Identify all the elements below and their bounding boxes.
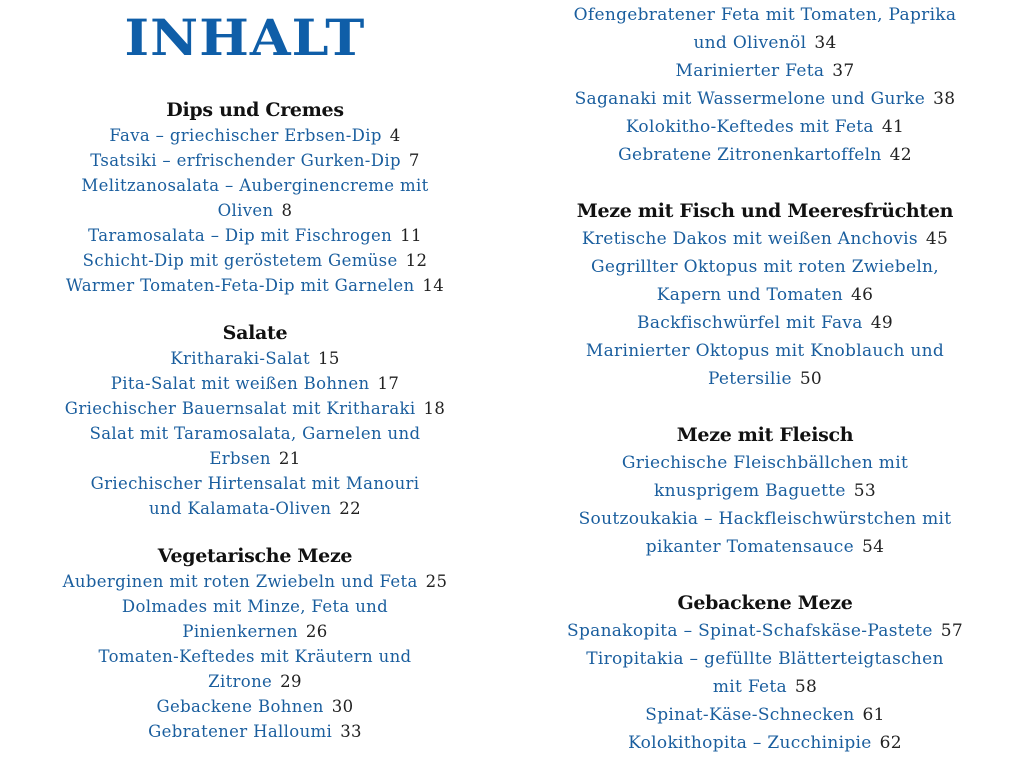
entry-title: Marinierter Oktopus mit Knoblauch und (585, 341, 945, 361)
entry-title: Gebratener Halloumi (148, 722, 333, 741)
entry-title: Kritharaki-Salat (170, 349, 310, 368)
toc-entry-line (530, 673, 1000, 701)
page-number: 14 (422, 276, 445, 295)
toc-entry[interactable] (530, 337, 1000, 393)
entry-title: Salat mit Taramosalata, Garnelen und (89, 424, 421, 443)
toc-entry-line (20, 594, 490, 619)
toc-entry-line (20, 569, 490, 594)
entry-title: Oliven (217, 201, 274, 220)
entry-title: Spinat-Käse-Schnecken (645, 705, 855, 725)
toc-entry[interactable] (20, 148, 490, 173)
entry-title: Melitzanosalata – Auberginencreme mit (81, 176, 429, 195)
page-number: 21 (278, 449, 301, 468)
entry-title: Gebratene Zitronenkartoffeln (618, 145, 882, 165)
toc-entry-line (530, 57, 1000, 85)
page-number: 46 (850, 285, 874, 305)
toc-left-column (20, 0, 490, 744)
toc-entry[interactable] (530, 225, 1000, 253)
toc-entry[interactable] (20, 371, 490, 396)
toc-entry[interactable] (530, 449, 1000, 505)
page-number: 41 (881, 117, 905, 137)
toc-entry[interactable] (530, 141, 1000, 169)
entry-title: Gebackene Bohnen (156, 697, 324, 716)
entry-title: Fava – griechischer Erbsen-Dip (109, 126, 382, 145)
toc-entry-line (20, 346, 490, 371)
section-heading: Gebackene Meze (677, 592, 853, 614)
toc-entry[interactable] (530, 85, 1000, 113)
toc-entry[interactable] (530, 701, 1000, 729)
toc-entry-line (20, 396, 490, 421)
toc-entry-line (20, 273, 490, 298)
toc-entry[interactable] (530, 505, 1000, 561)
page-number: 49 (870, 313, 893, 333)
page-number: 11 (400, 226, 422, 245)
toc-entry-line (530, 1, 1000, 29)
page-number: 61 (862, 705, 885, 725)
toc-entry-line (530, 645, 1000, 673)
entry-title: Kretische Dakos mit weißen Anchovis (581, 229, 918, 249)
page-number: 8 (281, 201, 293, 220)
page-number: 54 (861, 537, 885, 557)
toc-entry-line (530, 477, 1000, 505)
toc-entry-line (530, 701, 1000, 729)
entry-title: Tiropitakia – gefüllte Blätterteigtaschen (586, 649, 944, 669)
toc-entry[interactable] (530, 617, 1000, 645)
toc-entry[interactable] (20, 421, 490, 471)
toc-entry-line (20, 198, 490, 223)
entry-title: Taramosalata – Dip mit Fischrogen (88, 226, 393, 245)
page-number: 18 (423, 399, 446, 418)
toc-entry-line (20, 173, 490, 198)
page-number: 29 (280, 672, 302, 691)
entry-title: Schicht-Dip mit geröstetem Gemüse (82, 251, 398, 270)
toc-entry-line (20, 496, 490, 521)
entry-title: Spanakopita – Spinat-Schafskäse-Pastete (567, 621, 933, 641)
toc-section-meze-mit-fleisch (530, 421, 1000, 561)
entry-title: Dolmades mit Minze, Feta und (121, 597, 389, 616)
toc-entry-line (530, 113, 1000, 141)
toc-entry-line (530, 337, 1000, 365)
page-number: 62 (879, 733, 902, 753)
toc-entry[interactable] (20, 223, 490, 248)
toc-entry-line (530, 449, 1000, 477)
page-number: 22 (339, 499, 361, 518)
toc-section-salate (20, 321, 490, 521)
page-number: 26 (305, 622, 328, 641)
toc-entry[interactable] (20, 396, 490, 421)
entry-title: Pinienkernen (182, 622, 298, 641)
toc-entry[interactable] (530, 1, 1000, 57)
toc-entry-line (20, 446, 490, 471)
page-number: 7 (408, 151, 420, 170)
toc-entry-line (530, 281, 1000, 309)
entry-title: Marinierter Feta (675, 61, 825, 81)
entry-title: Gegrillter Oktopus mit roten Zwiebeln, (590, 257, 940, 277)
toc-entry[interactable] (20, 569, 490, 594)
toc-section-meze-mit-fisch-und-meeresfru-chten (530, 197, 1000, 393)
section-heading: Meze mit Fisch und Meeresfrüchten (576, 200, 954, 222)
entry-title: Erbsen (209, 449, 271, 468)
toc-entry[interactable] (20, 173, 490, 223)
toc-entry[interactable] (530, 113, 1000, 141)
toc-entry-line (20, 694, 490, 719)
entry-title: Kapern und Tomaten (656, 285, 843, 305)
toc-entry[interactable] (530, 253, 1000, 309)
toc-entry[interactable] (530, 309, 1000, 337)
page-number: 25 (425, 572, 448, 591)
toc-entry[interactable] (20, 471, 490, 521)
entry-title: Zitrone (208, 672, 273, 691)
toc-entry-line (20, 248, 490, 273)
page-number: 37 (832, 61, 855, 81)
entry-title: Kolokithopita – Zucchinipie (628, 733, 872, 753)
entry-title: Ofengebratener Feta mit Tomaten, Paprika (573, 5, 957, 25)
toc-entry[interactable] (20, 719, 490, 744)
entry-title: Backfischwürfel mit Fava (637, 313, 863, 333)
section-heading: Vegetarische Meze (157, 545, 353, 567)
page-number: 30 (331, 697, 354, 716)
entry-title: Pita-Salat mit weißen Bohnen (110, 374, 370, 393)
toc-entry-line (20, 644, 490, 669)
toc-entry-line (20, 371, 490, 396)
toc-section-gebackene-meze (530, 589, 1000, 757)
toc-entry-line (530, 253, 1000, 281)
toc-entry-line (20, 148, 490, 173)
toc-entry-line (530, 29, 1000, 57)
toc-section-vegetarische-meze (20, 544, 490, 744)
toc-entry-line (530, 85, 1000, 113)
entry-title: und Olivenöl (693, 33, 807, 53)
toc-entry[interactable] (20, 594, 490, 644)
toc-entry-line (20, 123, 490, 148)
entry-title: mit Feta (712, 677, 787, 697)
entry-title: Griechische Fleischbällchen mit (621, 453, 909, 473)
entry-title: Tomaten-Keftedes mit Kräutern und (98, 647, 412, 666)
toc-entry[interactable] (20, 644, 490, 694)
toc-entry[interactable] (530, 729, 1000, 757)
toc-entry-line (20, 471, 490, 496)
page-number: 42 (889, 145, 912, 165)
page-number: 57 (940, 621, 963, 641)
page-number: 12 (405, 251, 428, 270)
entry-title: pikanter Tomatensauce (645, 537, 854, 557)
page-number: 33 (340, 722, 362, 741)
entry-title: Kolokitho-Keftedes mit Feta (625, 117, 874, 137)
toc-entry-line (530, 365, 1000, 393)
page-number: 17 (377, 374, 400, 393)
toc-section-continued (530, 1, 1000, 169)
entry-title: Griechischer Bauernsalat mit Kritharaki (64, 399, 416, 418)
toc-entry-line (20, 619, 490, 644)
page-number: 45 (925, 229, 949, 249)
page-number: 58 (794, 677, 818, 697)
page-title: INHALT (124, 8, 366, 67)
entry-title: Tsatsiki – erfrischender Gurken-Dip (90, 151, 401, 170)
toc-entry-line (530, 617, 1000, 645)
section-heading: Meze mit Fleisch (676, 424, 854, 446)
toc-entry-line (20, 223, 490, 248)
entry-title: Auberginen mit roten Zwiebeln und Feta (62, 572, 418, 591)
page-number: 4 (389, 126, 401, 145)
entry-title: Saganaki mit Wassermelone und Gurke (574, 89, 926, 109)
toc-entry-line (530, 533, 1000, 561)
toc-entry-line (530, 225, 1000, 253)
toc-entry-line (530, 729, 1000, 757)
entry-title: Warmer Tomaten-Feta-Dip mit Garnelen (65, 276, 415, 295)
page-number: 50 (799, 369, 823, 389)
toc-entry[interactable] (20, 346, 490, 371)
page-number: 15 (317, 349, 340, 368)
entry-title: knusprigem Baguette (653, 481, 846, 501)
toc-right-column (530, 1, 1000, 757)
entry-title: Petersilie (707, 369, 792, 389)
toc-entry-line (530, 309, 1000, 337)
section-heading: Salate (222, 322, 288, 344)
entry-title: Soutzoukakia – Hackfleischwürstchen mit (578, 509, 952, 529)
toc-entry[interactable] (20, 248, 490, 273)
toc-entry[interactable] (530, 57, 1000, 85)
toc-entry[interactable] (20, 123, 490, 148)
toc-entry[interactable] (530, 645, 1000, 701)
toc-entry[interactable] (20, 273, 490, 298)
toc-section-dips-und-cremes (20, 98, 490, 298)
entry-title: und Kalamata-Oliven (148, 499, 332, 518)
section-heading: Dips und Cremes (166, 99, 344, 121)
page-number: 38 (933, 89, 956, 109)
toc-entry-line (20, 421, 490, 446)
page-number: 53 (853, 481, 876, 501)
page-number: 34 (814, 33, 837, 53)
toc-entry-line (530, 505, 1000, 533)
toc-entry-line (20, 669, 490, 694)
toc-entry-line (20, 719, 490, 744)
toc-entry-line (530, 141, 1000, 169)
toc-entry[interactable] (20, 694, 490, 719)
entry-title: Griechischer Hirtensalat mit Manouri (90, 474, 420, 493)
